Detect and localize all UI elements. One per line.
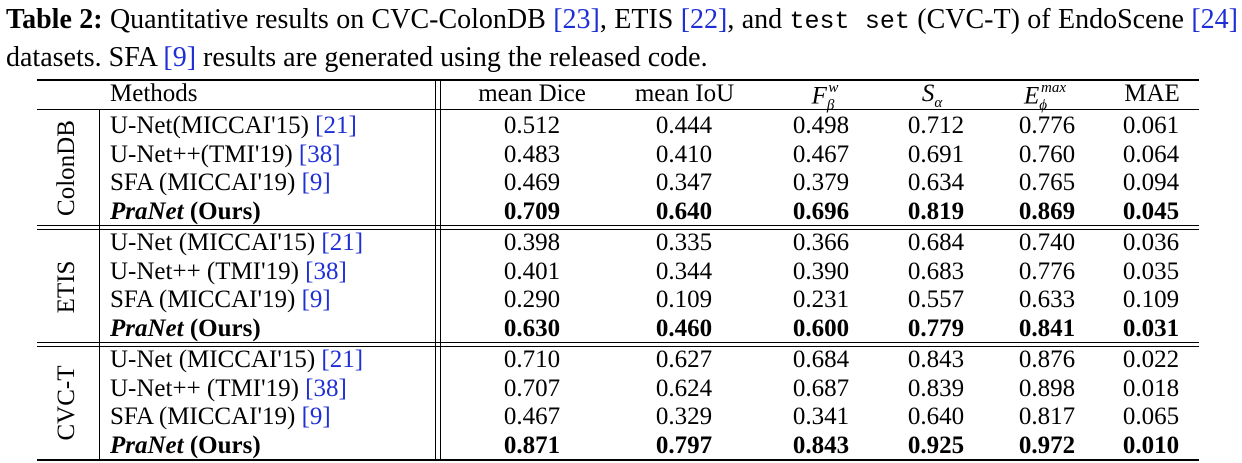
group-separator — [99, 110, 100, 459]
value-cell: 0.467 — [503, 403, 561, 430]
value-cell: 0.627 — [655, 346, 713, 373]
value-cell: 0.776 — [1018, 112, 1076, 139]
header-e-sub: ϕ — [1039, 97, 1048, 114]
header-mean-dice: mean Dice — [478, 80, 586, 107]
method-cell — [110, 198, 261, 226]
value-cell: 0.709 — [503, 197, 561, 225]
value-cell: 0.035 — [1122, 257, 1180, 285]
citation-link[interactable]: [23] — [553, 4, 600, 35]
group-label-colondb: ColonDB — [53, 120, 80, 216]
header-s-sub: α — [934, 95, 943, 111]
value-cell: 0.065 — [1122, 403, 1180, 430]
value-cell: 0.109 — [655, 286, 713, 313]
value-cell: 0.344 — [655, 257, 713, 285]
value-cell: 0.630 — [503, 314, 561, 342]
value-cell: 0.624 — [655, 374, 713, 402]
header-mae: MAE — [1124, 80, 1180, 107]
method-cell — [110, 258, 347, 286]
value-cell: 0.469 — [503, 169, 561, 196]
method-cell — [110, 432, 261, 460]
value-cell: 0.512 — [503, 112, 561, 139]
method-name: (Ours) — [183, 314, 261, 342]
value-cell: 0.061 — [1122, 112, 1180, 139]
citation-link[interactable]: [38] — [305, 257, 347, 285]
citation-link[interactable]: [21] — [321, 346, 364, 373]
citation-link[interactable]: [24] — [1191, 4, 1238, 35]
caption-text-b: , ETIS — [599, 4, 681, 35]
value-cell: 0.366 — [792, 229, 850, 256]
value-cell: 0.760 — [1018, 140, 1076, 168]
value-cell: 0.064 — [1122, 140, 1180, 168]
value-cell: 0.460 — [655, 314, 713, 342]
method-name: SFA (MICCAI'19) — [110, 169, 302, 196]
citation-link[interactable]: [38] — [298, 140, 341, 168]
value-cell: 0.347 — [655, 169, 713, 196]
value-cell: 0.467 — [792, 140, 850, 168]
group-label-etis: ETIS — [53, 260, 80, 314]
header-e-base: E — [1023, 82, 1040, 110]
value-cell: 0.972 — [1018, 431, 1076, 459]
citation-link[interactable]: [22] — [680, 4, 728, 35]
method-cell — [110, 315, 261, 343]
value-cell: 0.290 — [503, 286, 561, 313]
value-cell: 0.843 — [907, 346, 965, 373]
value-cell: 0.707 — [503, 374, 561, 402]
value-cell: 0.444 — [655, 112, 713, 139]
value-cell: 0.600 — [792, 314, 850, 342]
value-cell: 0.871 — [503, 431, 561, 459]
value-cell: 0.765 — [1018, 169, 1076, 196]
citation-link[interactable]: [38] — [305, 374, 347, 402]
value-cell: 0.010 — [1122, 431, 1180, 459]
value-cell: 0.022 — [1122, 346, 1180, 373]
method-name: SFA (MICCAI'19) — [110, 403, 302, 430]
caption-text-a: Quantitative results on CVC-ColonDB — [102, 4, 554, 35]
method-name-italic: PraNet — [110, 314, 184, 342]
value-cell: 0.109 — [1122, 286, 1180, 313]
header-f-sup: w — [828, 80, 839, 96]
results-table — [37, 78, 1199, 463]
value-cell: 0.640 — [655, 197, 713, 225]
table-caption — [6, 2, 1238, 76]
value-cell: 0.335 — [655, 229, 713, 256]
value-cell: 0.341 — [792, 403, 850, 430]
method-name: U-Net++ (TMI'19) — [110, 374, 306, 402]
header-mean-iou: mean IoU — [634, 80, 735, 107]
caption-label: Table 2: — [6, 4, 103, 35]
method-name: (Ours) — [183, 197, 261, 225]
value-cell: 0.696 — [792, 197, 850, 225]
value-cell: 0.410 — [655, 140, 713, 168]
method-name-italic: PraNet — [110, 197, 184, 225]
method-cell — [110, 286, 331, 314]
value-cell: 0.779 — [907, 314, 965, 342]
method-cell — [110, 346, 363, 374]
value-cell: 0.018 — [1122, 374, 1180, 402]
value-cell: 0.640 — [907, 403, 965, 430]
value-cell: 0.031 — [1122, 314, 1180, 342]
caption-text-f: results are generated using the released code. — [196, 42, 708, 73]
value-cell: 0.710 — [503, 346, 561, 373]
caption-text-d: (CVC-T) of EndoScene — [909, 4, 1192, 35]
value-cell: 0.483 — [503, 140, 561, 168]
value-cell: 0.036 — [1122, 229, 1180, 256]
value-cell: 0.498 — [792, 112, 850, 139]
value-cell: 0.712 — [907, 112, 965, 139]
header-f-sub: β — [826, 97, 835, 114]
method-name: U-Net (MICCAI'15) — [110, 229, 322, 256]
value-cell: 0.634 — [907, 169, 965, 196]
method-cell — [110, 229, 363, 257]
value-cell: 0.740 — [1018, 229, 1076, 256]
caption-text-e: datasets. SFA — [6, 42, 164, 73]
citation-link[interactable]: [21] — [315, 112, 357, 139]
value-cell: 0.401 — [503, 257, 561, 285]
header-s-base: S — [921, 80, 935, 107]
value-cell: 0.898 — [1018, 374, 1076, 402]
value-cell: 0.797 — [655, 431, 713, 459]
method-name: SFA (MICCAI'19) — [110, 286, 302, 313]
method-name-italic: PraNet — [110, 431, 184, 459]
header-f-base: F — [811, 82, 827, 110]
group-label-cvc-t: CVC-T — [53, 365, 80, 441]
method-cell — [110, 141, 341, 169]
value-cell: 0.045 — [1122, 197, 1180, 225]
value-cell: 0.684 — [907, 229, 965, 256]
citation-link[interactable]: [9] — [163, 42, 197, 73]
caption-text-c: , and — [727, 4, 790, 35]
value-cell: 0.819 — [907, 197, 965, 225]
header-e-sup: max — [1041, 80, 1067, 96]
value-cell: 0.379 — [792, 169, 850, 196]
value-cell: 0.633 — [1018, 286, 1076, 313]
value-cell: 0.231 — [792, 286, 850, 313]
value-cell: 0.398 — [503, 229, 561, 256]
method-name: U-Net(MICCAI'15) — [110, 112, 316, 139]
method-cell — [110, 112, 357, 140]
value-cell: 0.687 — [792, 374, 850, 402]
column-separator — [440, 79, 441, 459]
value-cell: 0.776 — [1018, 257, 1076, 285]
column-separator — [435, 79, 436, 459]
method-cell — [110, 403, 331, 431]
value-cell: 0.557 — [907, 286, 965, 313]
value-cell: 0.094 — [1122, 169, 1180, 196]
value-cell: 0.817 — [1018, 403, 1076, 430]
method-cell — [110, 169, 331, 197]
value-cell: 0.329 — [655, 403, 713, 430]
value-cell: 0.683 — [907, 257, 965, 285]
method-name: U-Net++ (TMI'19) — [110, 257, 306, 285]
value-cell: 0.925 — [907, 431, 965, 459]
method-name: U-Net (MICCAI'15) — [110, 346, 322, 373]
value-cell: 0.869 — [1018, 197, 1076, 225]
value-cell: 0.841 — [1018, 314, 1076, 342]
method-name: (Ours) — [183, 431, 261, 459]
value-cell: 0.390 — [792, 257, 850, 285]
value-cell: 0.843 — [792, 431, 850, 459]
header-methods: Methods — [110, 80, 198, 107]
method-cell — [110, 375, 347, 403]
caption-mono-text: test set — [789, 7, 910, 36]
value-cell: 0.691 — [907, 140, 965, 168]
citation-link[interactable]: [9] — [301, 403, 331, 430]
value-cell: 0.839 — [907, 374, 965, 402]
value-cell: 0.876 — [1018, 346, 1076, 373]
citation-link[interactable]: [9] — [301, 286, 331, 313]
citation-link[interactable]: [9] — [301, 169, 331, 196]
method-name: U-Net++(TMI'19) — [110, 140, 299, 168]
citation-link[interactable]: [21] — [321, 229, 364, 256]
value-cell: 0.684 — [792, 346, 850, 373]
